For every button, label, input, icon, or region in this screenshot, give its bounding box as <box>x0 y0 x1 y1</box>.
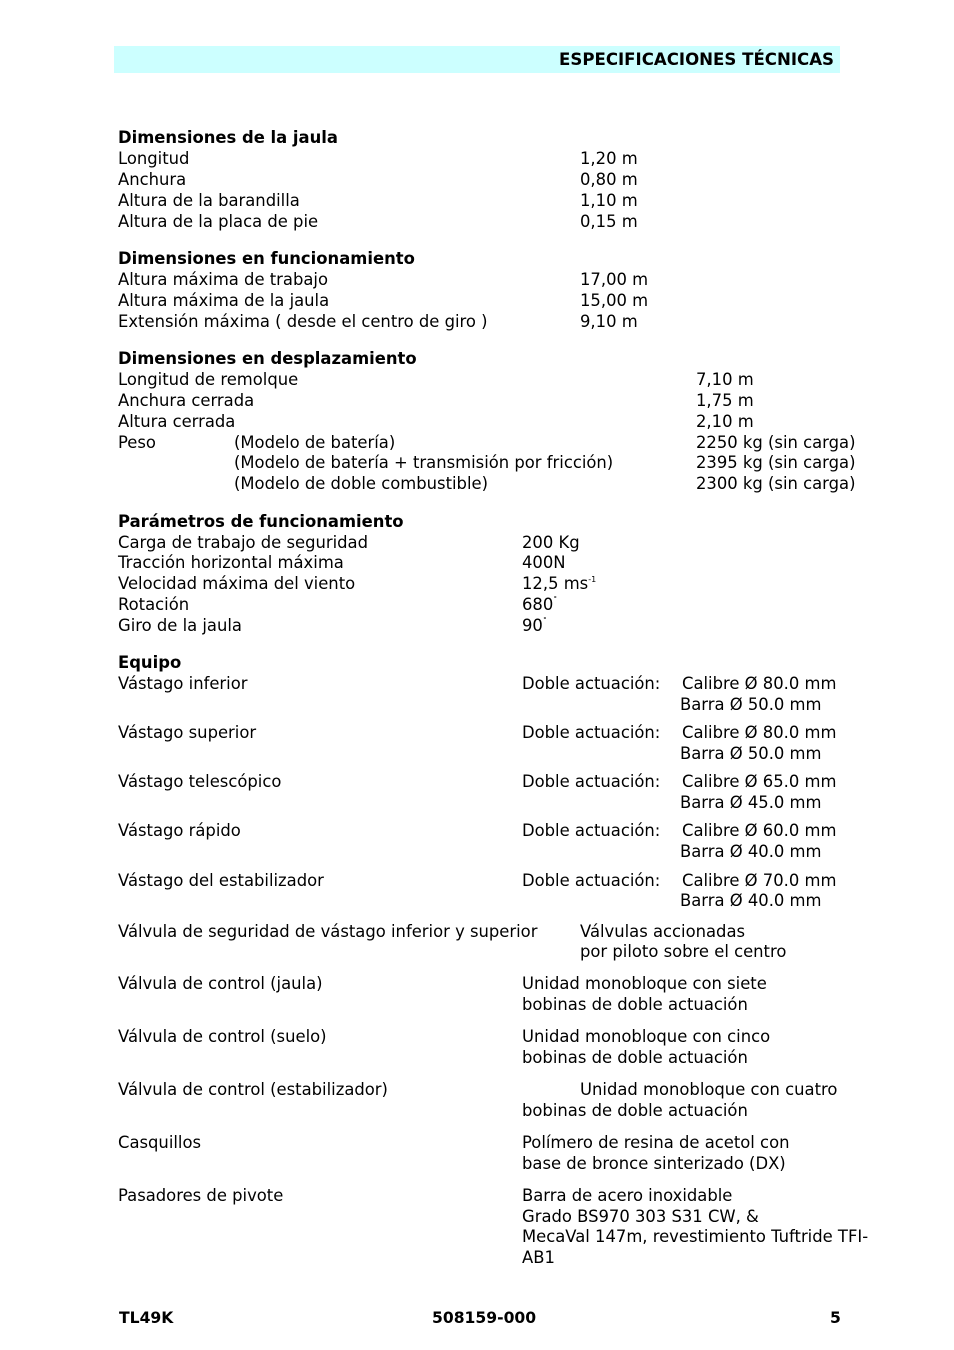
weight-value: 2250 kg (sin carga) <box>696 433 856 452</box>
safety-valve-desc: por piloto sobre el centro <box>580 942 787 961</box>
spec-label: Velocidad máxima del viento <box>118 574 356 593</box>
weight-label: Peso <box>118 433 156 452</box>
cylinder-rod: Barra Ø 40.0 mm <box>680 842 822 861</box>
spec-value: 12,5 ms <box>522 574 589 593</box>
cylinder-rod: Barra Ø 50.0 mm <box>680 744 822 763</box>
cylinder-type: Doble actuación: <box>522 674 661 693</box>
equipment-desc: base de bronce sinterizado (DX) <box>522 1154 786 1173</box>
footer-model: TL49K <box>119 1309 174 1327</box>
spec-label: Giro de la jaula <box>118 616 242 635</box>
cylinder-type: Doble actuación: <box>522 821 661 840</box>
spec-label: Altura de la barandilla <box>118 191 300 210</box>
cylinder-bore: Calibre Ø 80.0 mm <box>682 674 837 693</box>
superscript: -1 <box>588 575 597 584</box>
safety-valve-desc: Válvulas accionadas <box>580 922 746 941</box>
weight-model: (Modelo de doble combustible) <box>234 474 488 493</box>
equipment-desc: bobinas de doble actuación <box>522 1048 748 1067</box>
weight-model: (Modelo de batería) <box>234 433 396 452</box>
cylinder-rod: Barra Ø 40.0 mm <box>680 891 822 910</box>
spec-label: Rotación <box>118 595 190 614</box>
cylinder-label: Vástago inferior <box>118 674 248 693</box>
spec-value: 2,10 m <box>696 412 754 431</box>
spec-label: Carga de trabajo de seguridad <box>118 533 369 552</box>
spec-value-with-unit <box>522 594 557 615</box>
cylinder-bore: Calibre Ø 65.0 mm <box>682 772 837 791</box>
equipment-desc: Barra de acero inoxidable <box>522 1186 733 1205</box>
section-heading-equipment: Equipo <box>118 653 182 672</box>
equipment-desc: Grado BS970 303 S31 CW, & <box>522 1207 759 1226</box>
spec-value: 400N <box>522 553 566 572</box>
cylinder-type: Doble actuación: <box>522 871 661 890</box>
spec-value: 0,15 m <box>580 212 638 231</box>
cylinder-label: Vástago rápido <box>118 821 241 840</box>
equipment-desc: Polímero de resina de acetol con <box>522 1133 790 1152</box>
section-heading-cage: Dimensiones de la jaula <box>118 128 338 147</box>
cylinder-bore: Calibre Ø 70.0 mm <box>682 871 837 890</box>
spec-label: Altura máxima de la jaula <box>118 291 330 310</box>
cylinder-bore: Calibre Ø 80.0 mm <box>682 723 837 742</box>
section-heading-params: Parámetros de funcionamiento <box>118 512 404 531</box>
spec-value: 7,10 m <box>696 370 754 389</box>
spec-value: 9,10 m <box>580 312 638 331</box>
spec-value: 90 <box>522 616 543 635</box>
spec-label: Altura de la placa de pie <box>118 212 319 231</box>
section-heading-travel: Dimensiones en desplazamiento <box>118 349 417 368</box>
cylinder-label: Vástago del estabilizador <box>118 871 324 890</box>
spec-label: Altura máxima de trabajo <box>118 270 328 289</box>
equipment-label: Válvula de control (suelo) <box>118 1027 327 1046</box>
equipment-desc: Unidad monobloque con cuatro <box>580 1080 838 1099</box>
spec-value: 0,80 m <box>580 170 638 189</box>
equipment-desc: MecaVal 147m, revestimiento Tuftride TFI- <box>522 1227 869 1246</box>
spec-label: Anchura cerrada <box>118 391 255 410</box>
spec-value: 1,10 m <box>580 191 638 210</box>
equipment-desc: bobinas de doble actuación <box>522 1101 748 1120</box>
equipment-desc: Unidad monobloque con cinco <box>522 1027 771 1046</box>
header-band <box>114 46 840 73</box>
equipment-label: Casquillos <box>118 1133 202 1152</box>
cylinder-type: Doble actuación: <box>522 772 661 791</box>
equipment-label: Válvula de control (estabilizador) <box>118 1080 388 1099</box>
spec-label: Anchura <box>118 170 187 189</box>
spec-value: 200 Kg <box>522 533 580 552</box>
spec-label: Longitud <box>118 149 190 168</box>
spec-value: 15,00 m <box>580 291 649 310</box>
spec-value-with-unit <box>522 573 596 594</box>
spec-label: Tracción horizontal máxima <box>118 553 344 572</box>
weight-model: (Modelo de batería + transmisión por fricción) <box>234 453 614 472</box>
spec-value-with-unit <box>522 615 547 636</box>
spec-value: 1,75 m <box>696 391 754 410</box>
cylinder-rod: Barra Ø 45.0 mm <box>680 793 822 812</box>
cylinder-label: Vástago telescópico <box>118 772 282 791</box>
page-number: 5 <box>830 1309 841 1327</box>
superscript: ˚ <box>553 596 558 605</box>
equipment-desc: Unidad monobloque con siete <box>522 974 767 993</box>
weight-value: 2300 kg (sin carga) <box>696 474 856 493</box>
footer-doc-number: 508159-000 <box>432 1309 537 1327</box>
equipment-desc: AB1 <box>522 1248 555 1267</box>
cylinder-bore: Calibre Ø 60.0 mm <box>682 821 837 840</box>
spec-label: Altura cerrada <box>118 412 236 431</box>
cylinder-type: Doble actuación: <box>522 723 661 742</box>
cylinder-label: Vástago superior <box>118 723 257 742</box>
section-heading-operating: Dimensiones en funcionamiento <box>118 249 415 268</box>
spec-value: 680 <box>522 595 554 614</box>
safety-valve-label: Válvula de seguridad de vástago inferior y superior <box>118 922 538 941</box>
spec-value: 17,00 m <box>580 270 649 289</box>
weight-value: 2395 kg (sin carga) <box>696 453 856 472</box>
spec-value: 1,20 m <box>580 149 638 168</box>
equipment-label: Válvula de control (jaula) <box>118 974 323 993</box>
spec-label: Extensión máxima ( desde el centro de giro ) <box>118 312 488 331</box>
page-title: ESPECIFICACIONES TÉCNICAS <box>559 50 834 69</box>
equipment-label: Pasadores de pivote <box>118 1186 284 1205</box>
equipment-desc: bobinas de doble actuación <box>522 995 748 1014</box>
superscript: ˚ <box>542 617 547 626</box>
cylinder-rod: Barra Ø 50.0 mm <box>680 695 822 714</box>
spec-label: Longitud de remolque <box>118 370 299 389</box>
